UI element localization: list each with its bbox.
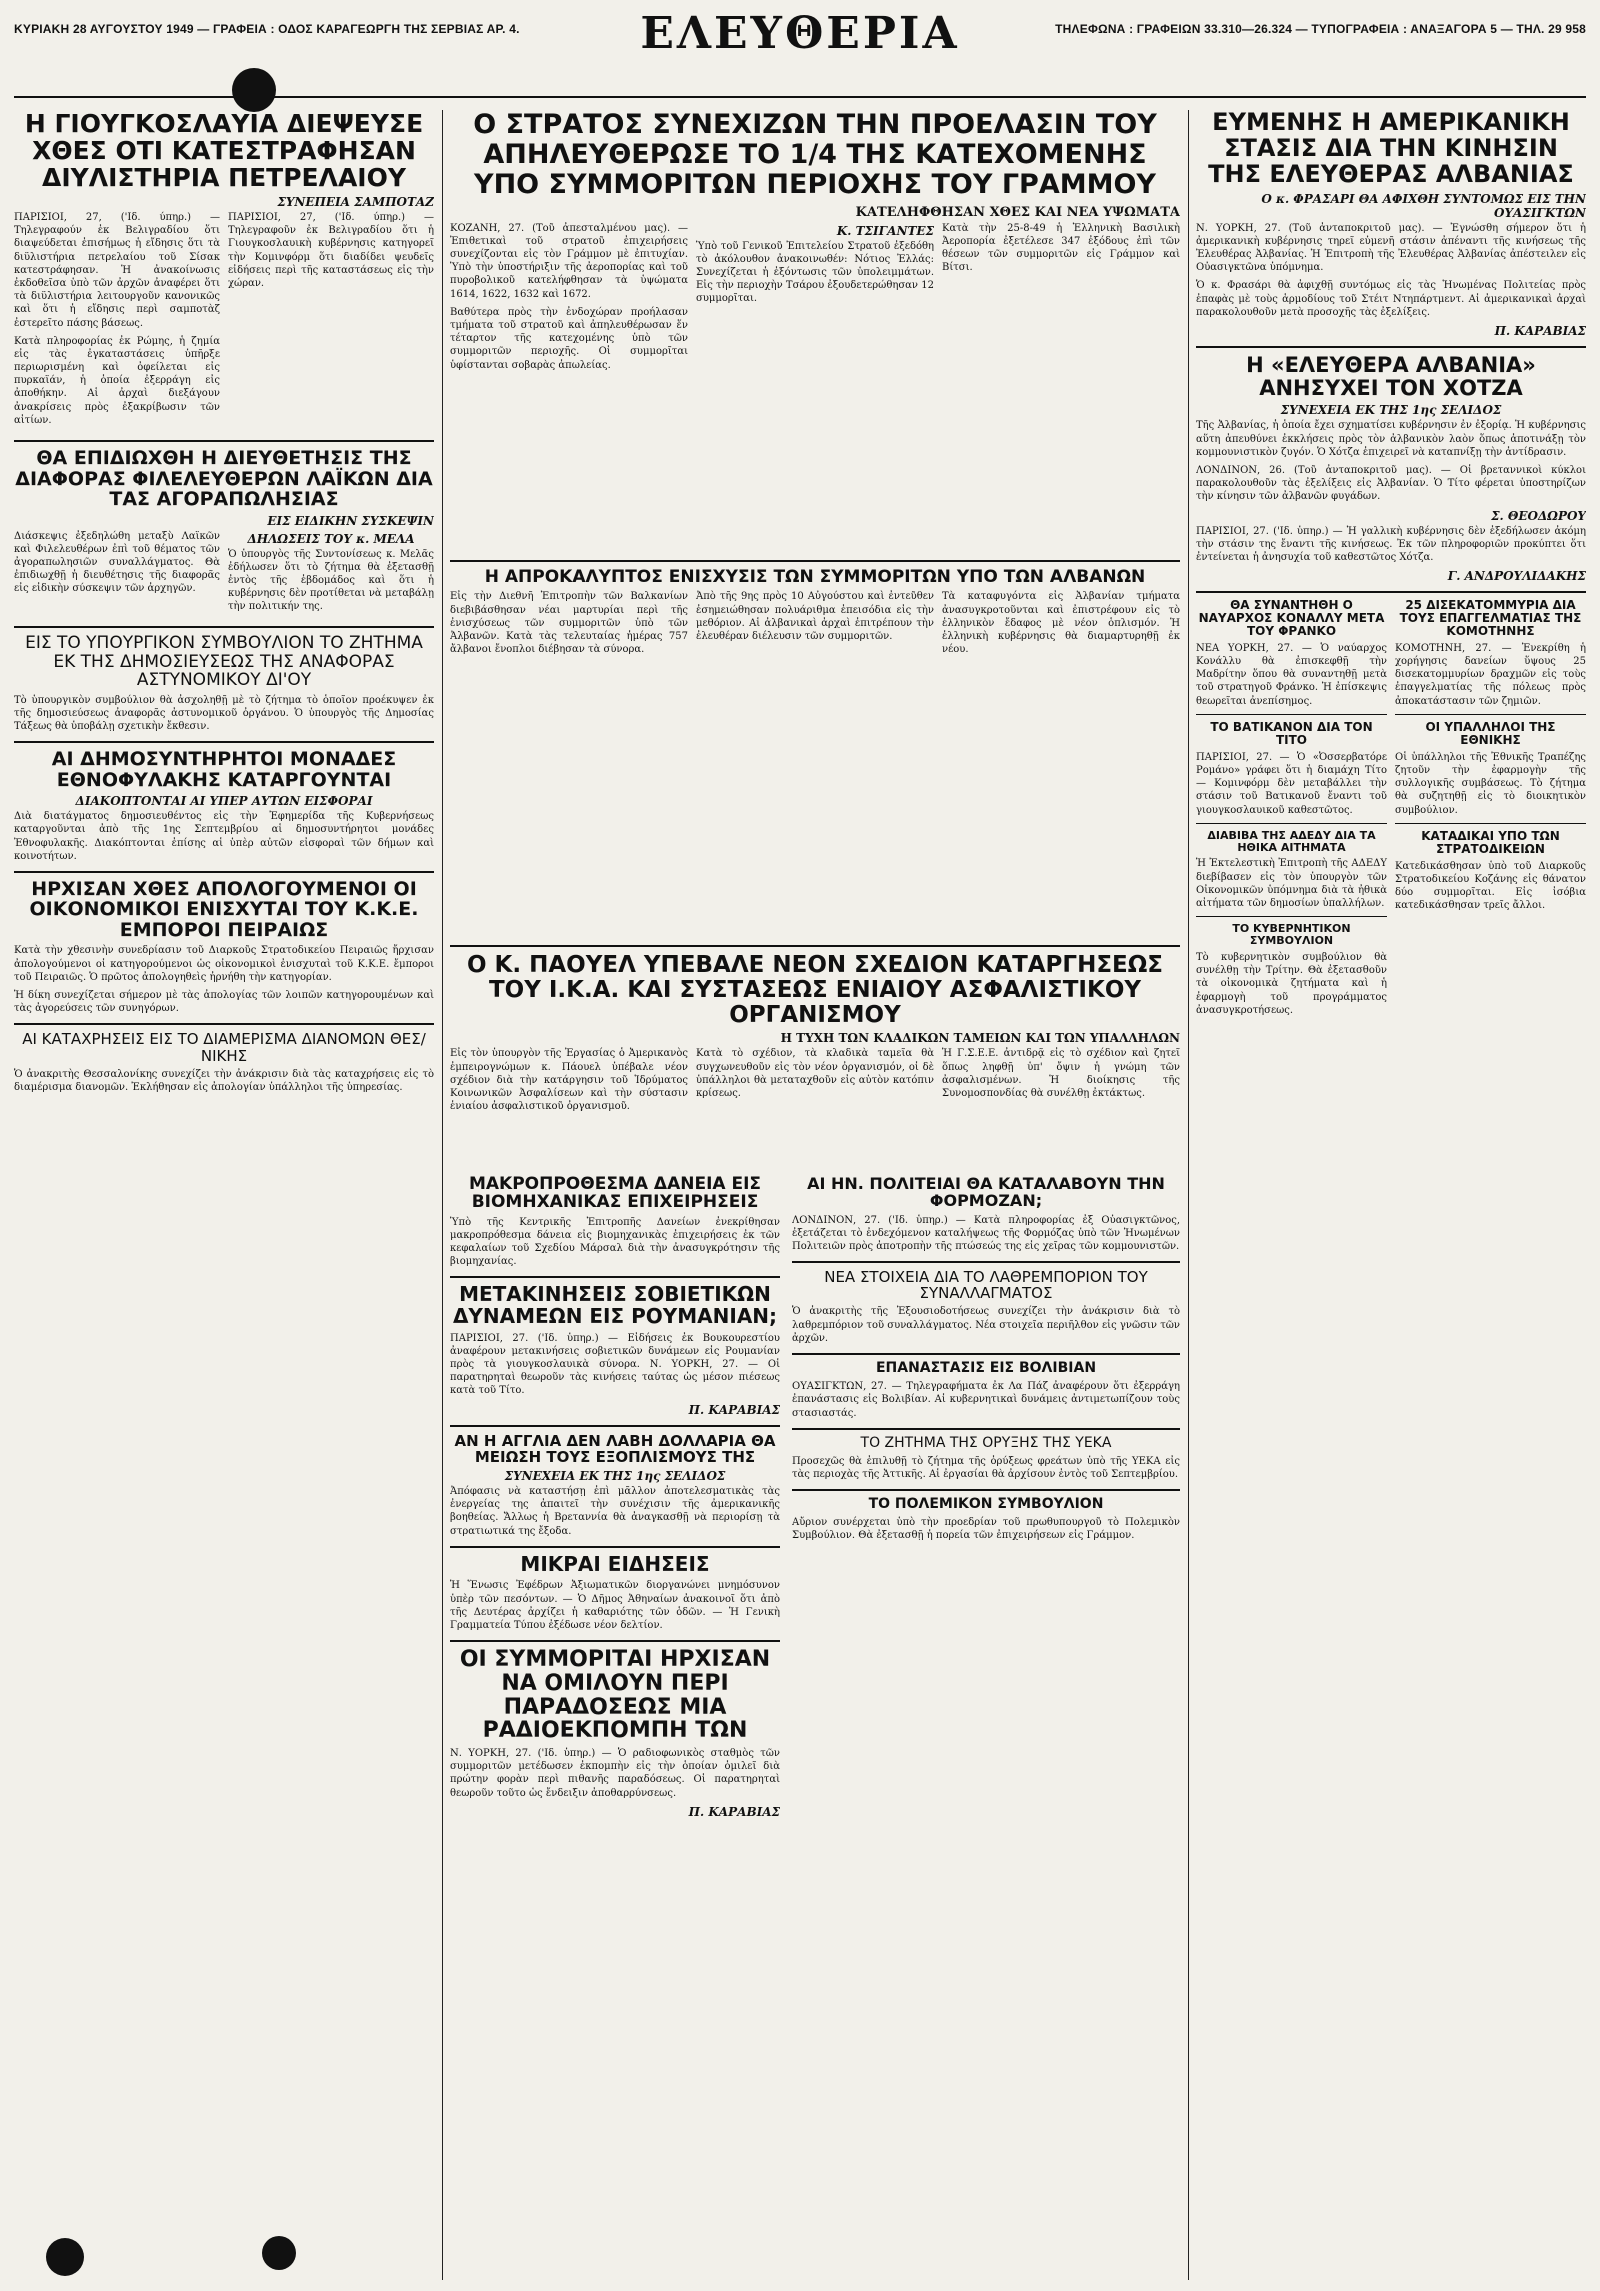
byline: Π. ΚΑΡΑΒΙΑΣ xyxy=(688,1402,780,1417)
byline: Π. ΚΑΡΑΒΙΑΣ xyxy=(1494,324,1586,339)
subheadline: ΔΗΛΩΣΕΙΣ ΤΟΥ κ. ΜΕΛΑ xyxy=(247,531,415,546)
article-yugoslavia-refinery xyxy=(14,110,434,432)
paragraph: Ὁ ἀνακριτὴς Θεσσαλονίκης συνεχίζει τὴν ἀνάκρισιν διὰ τὰς καταχρήσεις εἰς τὸ διαμέρισμα διανομῶν. Ἐκλήθησαν εἰς ἀπολογίαν ὑπάλληλοι τῆς ὑπηρεσίας. xyxy=(14,1068,434,1093)
paragraph: ΚΟΖΑΝΗ, 27. (Τοῦ ἀπεσταλμένου μας). — Ἐπιθετικαὶ τοῦ στρατοῦ ἐπιχειρήσεις συνεχίζονται εἰς τὸν Γράμμον μὲ ἐπιτυχίαν. Ὑπὸ τὴν ὑποστήριξιν τῆς ἀεροπορίας καὶ τοῦ πυροβολικοῦ κατελήφθησαν τὰ ὑψώματα 1614, 1622, 1632 καὶ 1672. xyxy=(450,222,688,300)
right-lower-split xyxy=(1196,591,1586,1022)
paragraph: Τὸ ὑπουργικὸν συμβούλιον θὰ ἀσχοληθῇ μὲ τὸ ζήτημα τὸ ὁποῖον προέκυψεν ἐκ τῆς δημοσιεύσεως ἀναφορᾶς ἀστυνομικοῦ ὀργάνου. Ὁ ὑπουργὸς τῆς Δημοσίας Τάξεως θὰ ὑποβάλῃ σχετικὴν ἔκθεσιν. xyxy=(14,694,434,732)
article-bolivia-revolution xyxy=(792,1353,1180,1420)
newspaper-title: ΕΛΕΥΘΕΡΙΑ xyxy=(640,8,960,59)
paragraph: Τὰ καταφυγόντα εἰς Ἀλβανίαν τμήματα ἀνασυγκροτοῦνται καὶ ἐπιστρέφουν εἰς τὸ ἑλληνικὸν ἔδαφος μὲ νέον ὁπλισμόν. Ἡ ἑλληνικὴ κυβέρνησις θὰ διαμαρτυρηθῇ ἐκ νέου. xyxy=(942,591,1180,656)
subheadline: ΣΥΝΕΠΕΙΑ ΣΑΜΠΟΤΑΖ xyxy=(277,195,434,209)
column-rule xyxy=(1188,110,1189,2280)
headline: ΤΟ ΒΑΤΙΚΑΝΟΝ ΔΙΑ ΤΟΝ ΤΙΤΟ xyxy=(1210,719,1373,747)
article-vatican-tito xyxy=(1196,721,1387,817)
paragraph: Ἀπὸ τῆς 9ης πρὸς 10 Αὐγούστου καὶ ἐντεῦθεν ἐσημειώθησαν πολυάριθμα ἐπεισόδια εἰς τὴν μεθόριον. Αἱ ἀλβανικαὶ ἀρχαὶ ἐπιτρέπουν τὴν ἐλευθέραν διέλευσιν τῶν συμμοριτῶν. xyxy=(696,591,934,642)
article-britain-dollars xyxy=(450,1425,780,1538)
subheadline: Η ΤΥΧΗ ΤΩΝ ΚΛΑΔΙΚΩΝ ΤΑΜΕΙΩΝ ΚΑΙ ΤΩΝ ΥΠΑΛΛΗΛΩΝ xyxy=(780,1031,1180,1046)
right-column xyxy=(1196,110,1586,2280)
headline: ΑΙ ΚΑΤΑΧΡΗΣΕΙΣ ΕΙΣ ΤΟ ΔΙΑΜΕΡΙΣΜΑ ΔΙΑΝΟΜΩΝ ΘΕΣ/ΝΙΚΗΣ xyxy=(22,1030,426,1065)
headline: ΤΟ ΠΟΛΕΜΙΚΟΝ ΣΥΜΒΟΥΛΙΟΝ xyxy=(868,1496,1104,1513)
paragraph: ΛΟΝΔΙΝΟΝ, 27. ('Ιδ. ὑπηρ.) — Κατὰ πληροφορίας ἐξ Οὐασιγκτῶνος, ἐξετάζεται τὸ ἐνδεχόμενον καταλήψεως τῆς Φορμόζας ὑπὸ τῶν Ἡνωμένων Πολιτειῶν πρὸς ἀποτροπὴν τῆς πτώσεώς της εἰς χεῖρας τῶν κομμουνιστῶν. xyxy=(792,1214,1180,1252)
paragraph: Προσεχῶς θὰ ἐπιλυθῇ τὸ ζήτημα τῆς ὀρύξεως φρεάτων ὑπὸ τῆς ΥΕΚΑ εἰς τὰς περιοχὰς τῆς Ἀττικῆς. Αἱ ἐργασίαι θὰ ἀρχίσουν ἐντὸς τοῦ Σεπτεμβρίου. xyxy=(792,1455,1180,1480)
paragraph: Ὁ ἀνακριτὴς τῆς Ἐξουσιοδοτήσεως συνεχίζει τὴν ἀνάκρισιν διὰ τὸ λαθρεμπόριον τοῦ συναλλάγματος. Νέα στοιχεῖα περιῆλθον εἰς γνῶσιν τῶν ἀρχῶν. xyxy=(792,1306,1180,1344)
center-lead-story xyxy=(450,110,1180,555)
paragraph: Ν. ΥΟΡΚΗ, 27. (Τοῦ ἀνταποκριτοῦ μας). — Ἐγνώσθη σήμερον ὅτι ἡ ἀμερικανικὴ κυβέρνησις τηρεῖ εὐμενῆ στάσιν ἀπέναντι τῆς κινήσεως τῆς Ἐλευθέρας Ἀλβανίας. Ἡ Ἐπιτροπὴ τῆς Ἐλευθέρας Ἀλβανίας ἀπέστειλεν εἰς Οὐασιγκτῶνα ὑπόμνημα. xyxy=(1196,222,1586,274)
paragraph: Κατὰ τὴν χθεσινὴν συνεδρίασιν τοῦ Διαρκοῦς Στρατοδικείου Πειραιῶς ἤρχισαν ἀπολογούμενοι οἱ κατηγορούμενοι ὡς οἰκονομικοὶ ἐνισχυταὶ τοῦ Κ.Κ.Ε. ἔμποροι τοῦ Πειραιῶς. Ὁ πρῶτος ἀπολογηθεὶς ἠρνήθη τὴν κατηγορίαν. xyxy=(14,945,434,983)
masthead-date-address: ΚΥΡΙΑΚΗ 28 ΑΥΓΟΥΣΤΟΥ 1949 — ΓΡΑΦΕΙΑ : ΟΔΟΣ ΚΑΡΑΓΕΩΡΓΗ ΤΗΣ ΣΕΡΒΙΑΣ ΑΡ. 4. xyxy=(14,22,520,36)
byline: Σ. ΘΕΟΔΩΡΟΥ xyxy=(1491,508,1586,523)
headline: ΟΙ ΣΥΜΜΟΡΙΤΑΙ ΗΡΧΙΣΑΝ ΝΑ ΟΜΙΛΟΥΝ ΠΕΡΙ ΠΑΡΑΔΟΣΕΩΣ ΜΙΑ ΡΑΔΙΟΕΚΠΟΜΠΗ ΤΩΝ xyxy=(459,1647,771,1744)
article-government-council xyxy=(1196,923,1387,1017)
paragraph: Κατὰ πληροφορίας ἐκ Ρώμης, ἡ ζημία εἰς τὰς ἐγκαταστάσεις ὑπῆρξε περιωρισμένη καὶ ὀφείλεται εἰς πυρκαϊάν, ἡ ὁποία ἐξερράγη εἰς ἀποθήκην. Αἱ ἀρχαὶ διεξάγουν ἀνακρίσεις πρὸς ἐξακρίβωσιν τῶν αἰτίων. xyxy=(14,335,220,426)
column-rule xyxy=(442,110,443,2280)
subheadline: Ο κ. ΦΡΑΣΑΡΙ ΘΑ ΑΦΙΧΘΗ ΣΥΝΤΟΜΩΣ ΕΙΣ ΤΗΝ ΟΥΑΣΙΓΚΤΩΝ xyxy=(1261,191,1586,220)
subheadline: ΣΥΝΕΧΕΙΑ ΕΚ ΤΗΣ 1ης ΣΕΛΙΔΟΣ xyxy=(1280,403,1502,418)
headline: ΔΙΑΒΙΒΑ ΤΗΣ ΑΔΕΔΥ ΔΙΑ ΤΑ ΗΘΙΚΑ ΑΙΤΗΜΑΤΑ xyxy=(1207,828,1376,854)
paragraph: Ἡ Γ.Σ.Ε.Ε. ἀντιδρᾷ εἰς τὸ σχέδιον καὶ ζητεῖ ὅπως ληφθῇ ὑπ' ὄψιν ἡ γνώμη τῶν ἀσφαλισμένων. Ἡ διοίκησις τῆς Συνομοσπονδίας θὰ συνέλθῃ ἐκτάκτως. xyxy=(942,1048,1180,1100)
masthead-phones: ΤΗΛΕΦΩΝΑ : ΓΡΑΦΕΙΩΝ 33.310—26.324 — ΤΥΠΟΓΡΑΦΕΙΑ : ΑΝΑΞΑΓΟΡΑ 5 — ΤΗΛ. 29 958 xyxy=(1055,22,1586,36)
paragraph: ΠΑΡΙΣΙΟΙ, 27. ('Ιδ. ὑπηρ.) — Ἡ γαλλικὴ κυβέρνησις δὲν ἐξεδήλωσεν ἀκόμη τὴν στάσιν της ἔναντι τῆς κινήσεως. Ἐκ τῶν πληροφοριῶν προκύπτει ὅτι ἐντείνεται ἡ ἀνησυχία τοῦ καθεστῶτος Χότζα. xyxy=(1196,525,1586,563)
paragraph: Αὔριον συνέρχεται ὑπὸ τὴν προεδρίαν τοῦ πρωθυπουργοῦ τὸ Πολεμικὸν Συμβούλιον. Θὰ ἐξετασθῇ ἡ πορεία τῶν ἐπιχειρήσεων εἰς Γράμμον. xyxy=(792,1517,1180,1542)
article-currency-smuggling xyxy=(792,1261,1180,1345)
article-war-council xyxy=(792,1489,1180,1542)
paragraph: Διὰ διατάγματος δημοσιευθέντος εἰς τὴν Ἐφημερίδα τῆς Κυβερνήσεως καταργοῦνται ἀπὸ τῆς 1ης Σεπτεμβρίου αἱ δημοσυντήρητοι μονάδες Ἐθνοφυλακῆς. Διακόπτονται ἐπίσης αἱ ὑπὲρ αὐτῶν εἰσφοραὶ τῶν δήμων καὶ κοινοτήτων. xyxy=(14,811,434,862)
paragraph: Ἡ Ἕνωσις Ἐφέδρων Ἀξιωματικῶν διοργανώνει μνημόσυνον ὑπὲρ τῶν πεσόντων. — Ὁ Δῆμος Ἀθηναίων ἀνακοινοῖ ὅτι ἀπὸ τῆς Δευτέρας ἀρχίζει ἡ καθαριότης τῶν ὁδῶν. — Ἡ Γενικὴ Γραμματεία Τύπου ἐξέδωσε νέον δελτίον. xyxy=(450,1580,780,1631)
headline: ΜΕΤΑΚΙΝΗΣΕΙΣ ΣΟΒΙΕΤΙΚΩΝ ΔΥΝΑΜΕΩΝ ΕΙΣ ΡΟΥΜΑΝΙΑΝ; xyxy=(452,1282,778,1329)
headline: ΤΟ ΖΗΤΗΜΑ ΤΗΣ ΟΡΥΞΗΣ ΤΗΣ ΥΕΚΑ xyxy=(860,1434,1112,1451)
headline: ΜΑΚΡΟΠΡΟΘΕΣΜΑ ΔΑΝΕΙΑ ΕΙΣ ΒΙΟΜΗΧΑΝΙΚΑΣ ΕΠΙΧΕΙΡΗΣΕΙΣ xyxy=(468,1175,762,1213)
paragraph: ΠΑΡΙΣΙΟΙ, 27. ('Ιδ. ὑπηρ.) — Εἰδήσεις ἐκ Βουκουρεστίου ἀναφέρουν μετακινήσεις σοβιετικῶν δυνάμεων εἰς Ρουμανίαν πρὸς τὰ γιουγκοσλαυικὰ σύνορα. Ν. ΥΟΡΚΗ, 27. — Οἱ παρατηρηταὶ θεωροῦν τὰς κινήσεις ταύτας ὡς μέσον πιέσεως κατὰ τοῦ Τίτο. xyxy=(450,1332,780,1397)
paragraph: Εἰς τὸν ὑπουργὸν τῆς Ἐργασίας ὁ Ἀμερικανὸς ἐμπειρογνώμων κ. Πάουελ ὑπέβαλε νέον σχέδιον διὰ τὴν κατάργησιν τοῦ Ἱδρύματος Κοινωνικῶν Ἀσφαλίσεων καὶ τὴν σύστασιν ἑνιαίου ἀσφαλιστικοῦ ὀργανισμοῦ. xyxy=(450,1048,688,1113)
paragraph: Κατεδικάσθησαν ὑπὸ τοῦ Διαρκοῦς Στρατοδικείου Κοζάνης εἰς θάνατον δύο συμμορῖται. Εἰς ἰσόβια κατεδικάσθησαν τρεῖς ἄλλοι. xyxy=(1395,860,1586,912)
byline: Π. ΚΑΡΑΒΙΑΣ xyxy=(688,1804,780,1819)
paragraph: Κατὰ τὸ σχέδιον, τὰ κλαδικὰ ταμεῖα θὰ συγχωνευθοῦν εἰς τὸν νέον ὀργανισμόν, οἱ δὲ ὑπάλληλοι θὰ μεταταχθοῦν εἰς αὐτὸν κατόπιν κρίσεως. xyxy=(696,1048,934,1100)
article-cabinet-police-report xyxy=(14,626,434,733)
article-soviet-movements xyxy=(450,1276,780,1416)
center-lower-right xyxy=(792,1175,1180,2280)
article-komotini-loans xyxy=(1395,599,1586,708)
article-admiral-franco xyxy=(1196,599,1387,708)
headline: Η «ΕΛΕΥΘΕΡΑ ΑΛΒΑΝΙΑ» ΑΝΗΣΥΧΕΙ ΤΟΝ ΧΟΤΖΑ xyxy=(1246,353,1536,400)
paragraph: Ν. ΥΟΡΚΗ, 27. ('Ιδ. ὑπηρ.) — Ὁ ραδιοφωνικὸς σταθμὸς τῶν συμμοριτῶν μετέδωσεν ἐκπομπὴν εἰς τὴν ὁποίαν ὁμιλεῖ διὰ πρώτην φορὰν περὶ πιθανῆς παραδόσεως. Οἱ παρατηρηταὶ θεωροῦν τοῦτο ὡς ἔνδειξιν ἀποθαρρύνσεως. xyxy=(450,1748,780,1799)
paragraph: Εἰς τὴν Διεθνῆ Ἐπιτροπὴν τῶν Βαλκανίων διεβιβάσθησαν νέαι μαρτυρίαι περὶ τῆς ἐνισχύσεως τῶν συμμοριτῶν ὑπὸ τῶν Ἀλβανῶν. Κατὰ τὰς τελευταίας ἡμέρας 757 ἄλβανοι ἔνοπλοι διέβησαν τὰ σύνορα. xyxy=(450,591,688,656)
paragraph: Ἡ Ἐκτελεστικὴ Ἐπιτροπὴ τῆς ΑΔΕΔΥ διεβίβασεν εἰς τὸν ὑπουργὸν τῶν Οἰκονομικῶν ὑπόμνημα διὰ τὰ ἠθικὰ αἰτήματα τῶν δημοσίων ὑπαλλήλων. xyxy=(1196,858,1387,910)
headline: Η ΓΙΟΥΓΚΟΣΛΑΥΙΑ ΔΙΕΨΕΥΣΕ ΧΘΕΣ ΟΤΙ ΚΑΤΕΣΤΡΑΦΗΣΑΝ ΔΙΥΛΙΣΤΗΡΙΑ ΠΕΤΡΕΛΑΙΟΥ xyxy=(24,110,424,192)
article-loans xyxy=(450,1175,780,1268)
article-formosa xyxy=(792,1175,1180,1253)
headline: ΤΟ ΚΥΒΕΡΝΗΤΙΚΟΝ ΣΥΜΒΟΥΛΙΟΝ xyxy=(1232,922,1351,948)
paragraph: Ὁ ὑπουργὸς τῆς Συντονίσεως κ. Μελᾶς ἐδήλωσεν ὅτι τὸ ζήτημα θὰ ἐξετασθῇ ἐντὸς τῆς ἑβδομάδος καὶ ὅτι ἡ κυβέρνησις δὲν προτίθεται νὰ μεταβάλῃ τὴν πολιτικήν της. xyxy=(228,548,434,613)
article-ika-reform xyxy=(450,945,1180,1173)
lead-subheadline: ΚΑΤΕΛΗΦΘΗΣΑΝ ΧΘΕΣ ΚΑΙ ΝΕΑ ΥΨΩΜΑΤΑ xyxy=(855,204,1180,220)
article-albanian-support xyxy=(450,560,1180,948)
article-national-guard-units xyxy=(14,741,434,863)
paragraph: Ὑπὸ τῆς Κεντρικῆς Ἐπιτροπῆς Δανείων ἐνεκρίθησαν μακροπρόθεσμα δάνεια εἰς βιομηχανικὰς ἐπιχειρήσεις ἐκ τῶν κεφαλαίων τοῦ Σχεδίου Μάρσαλ διὰ τὴν ἀνασυγκρότησιν τῆς βιομηχανίας. xyxy=(450,1216,780,1268)
paragraph: Οἱ ὑπάλληλοι τῆς Ἐθνικῆς Τραπέζης ζητοῦν τὴν ἐφαρμογὴν τῆς συλλογικῆς συμβάσεως. Τὸ ζήτημα θὰ συζητηθῇ εἰς τὸ διοικητικὸν συμβούλιον. xyxy=(1395,751,1586,816)
byline: Γ. ΑΝΔΡΟΥΛΙΔΑΚΗΣ xyxy=(1447,569,1586,584)
article-surrender-broadcast xyxy=(450,1640,780,1819)
paragraph: Τὸ κυβερνητικὸν συμβούλιον θὰ συνέλθῃ τὴν Τρίτην. Θὰ ἐξετασθοῦν τὰ οἰκονομικὰ ζητήματα καὶ ἡ ἐφαρμογὴ τοῦ προγράμματος ἀνασυγκροτήσεως. xyxy=(1196,951,1387,1016)
article-yeka-drilling xyxy=(792,1428,1180,1481)
headline: ΑΝ Η ΑΓΓΛΙΑ ΔΕΝ ΛΑΒΗ ΔΟΛΛΑΡΙΑ ΘΑ ΜΕΙΩΣΗ ΤΟΥΣ ΕΞΟΠΛΙΣΜΟΥΣ ΤΗΣ xyxy=(454,1431,776,1466)
paragraph: Ἡ δίκη συνεχίζεται σήμερον μὲ τὰς ἀπολογίας τῶν λοιπῶν κατηγορουμένων καὶ τὰς ἀγορεύσεις τῶν συνηγόρων. xyxy=(14,990,434,1015)
paragraph: Τῆς Ἀλβανίας, ἡ ὁποία ἔχει σχηματίσει κυβέρνησιν ἐν ἐξορίᾳ. Ἡ κυβέρνησις αὕτη ἀπευθύνει ἐκκλήσεις πρὸς τὸν ἀλβανικὸν λαὸν ὅπως ἀποτινάξῃ τὸν κομμουνιστικὸν ζυγόν. Ὁ Χότζα ἐπιχειρεῖ νὰ καταπνίξῃ τὴν ἀντίδρασιν. xyxy=(1196,420,1586,458)
article-brief-news xyxy=(450,1546,780,1632)
paragraph: Κατὰ τὴν 25-8-49 ἡ Ἑλληνικὴ Βασιλικὴ Ἀεροπορία ἐξετέλεσε 347 ἐξόδους ἐπὶ τῶν θέσεων τῶν συμμοριτῶν εἰς Γράμμον καὶ Βίτσι. xyxy=(942,222,1180,274)
paragraph: Ὑπὸ τοῦ Γενικοῦ Ἐπιτελείου Στρατοῦ ἐξεδόθη τὸ ἀκόλουθον ἀνακοινωθέν: Νότιος Ἐλλάς: Συνεχίζεται ἡ ἐξόντωσις τῶν ὑπολειμμάτων. Εἰς τὴν περιοχὴν Τσάρου ἐξουδετερώθησαν 12 συμμορῖται. xyxy=(696,240,934,305)
article-liberal-populist-dispute xyxy=(14,440,434,618)
headline: ΘΑ ΕΠΙΔΙΩΧΘΗ Η ΔΙΕΥΘΕΤΗΣΙΣ ΤΗΣ ΔΙΑΦΟΡΑΣ ΦΙΛΕΛΕΥΘΕΡΩΝ ΛΑΪΚΩΝ ΔΙΑ ΤΑΣ ΑΓΟΡΑΠΩΛΗΣΙΑΣ xyxy=(15,447,433,511)
article-national-bank-employees xyxy=(1395,721,1586,817)
headline: ΚΑΤΑΔΙΚΑΙ ΥΠΟ ΤΩΝ ΣΤΡΑΤΟΔΙΚΕΙΩΝ xyxy=(1421,828,1560,856)
ink-blot xyxy=(232,68,276,112)
article-free-albania-hoxha xyxy=(1196,346,1586,583)
paragraph: ΠΑΡΙΣΙΟΙ, 27, ('Ιδ. ύπηρ.) — Τηλεγραφούν ἐκ Βελιγραδίου ὅτι διαψεύδεται ἐπισήμως ἡ εἴδησις ὅτι τὰ διϋλιστήρια πετρελαίου τοῦ Σίσακ κατεστράφησαν. Ἡ ἀνακοίνωσις ἐκδοθεῖσα ὑπὸ τῶν ἀρχῶν ἀναφέρει ὅτι τὰ διϋλιστήρια λειτουργοῦν κανονικῶς καὶ ὅτι ἡ εἴδησις περὶ σαμποτὰζ ἐστερεῖτο πάσης βάσεως. xyxy=(14,212,220,329)
headline: ΕΙΣ ΤΟ ΥΠΟΥΡΓΙΚΟΝ ΣΥΜΒΟΥΛΙΟΝ ΤΟ ΖΗΤΗΜΑ ΕΚ ΤΗΣ ΔΗΜΟΣΙΕΥΣΕΩΣ ΤΗΣ ΑΝΑΦΟΡΑΣ ΑΣΤΥΝΟΜΙΚΟΥ ΔΙ'ΟΥ xyxy=(25,633,423,691)
center-lower-left xyxy=(450,1175,780,2280)
headline: Ο Κ. ΠΑΟΥΕΛ ΥΠΕΒΑΛΕ ΝΕΟΝ ΣΧΕΔΙΟΝ ΚΑΤΑΡΓΗΣΕΩΣ ΤΟΥ Ι.Κ.Α. ΚΑΙ ΣΥΣΤΑΣΕΩΣ ΕΝΙΑΙΟΥ ΑΣΦΑΛΙΣΤΙΚΟΥ ΟΡΓΑΝΙΣΜΟΥ xyxy=(466,952,1164,1028)
subheadline: ΔΙΑΚΟΠΤΟΝΤΑΙ ΑΙ ΥΠΕΡ ΑΥΤΩΝ ΕΙΣΦΟΡΑΙ xyxy=(75,794,373,809)
headline: 25 ΔΙΣΕΚΑΤΟΜΜΥΡΙΑ ΔΙΑ ΤΟΥΣ ΕΠΑΓΓΕΛΜΑΤΙΑΣ ΤΗΣ ΚΟΜΟΤΗΝΗΣ xyxy=(1399,598,1582,638)
article-piraeus-merchants-trial xyxy=(14,871,434,1015)
headline: ΜΙΚΡΑΙ ΕΙΔΗΣΕΙΣ xyxy=(520,1551,710,1576)
headline: ΑΙ ΗΝ. ΠΟΛΙΤΕΙΑΙ ΘΑ ΚΑΤΑΛΑΒΟΥΝ ΤΗΝ ΦΟΡΜΟΖΑΝ; xyxy=(807,1175,1165,1211)
left-column xyxy=(14,110,434,2280)
headline: Η ΑΠΡΟΚΑΛΥΠΤΟΣ ΕΝΙΣΧΥΣΙΣ ΤΩΝ ΣΥΜΜΟΡΙΤΩΝ ΥΠΟ ΤΩΝ ΑΛΒΑΝΩΝ xyxy=(484,567,1146,587)
paragraph: ΛΟΝΔΙΝΟΝ, 26. (Τοῦ ἀνταποκριτοῦ μας). — Οἱ βρεταννικοὶ κύκλοι παρακολουθοῦν τὰς ἐξελίξεις εἰς Ἀλβανίαν. Ὁ Τίτο φέρεται ὑποστηρίζων τὴν κίνησιν τῶν ἀλβανῶν φυγάδων. xyxy=(1196,464,1586,503)
byline: Κ. ΤΣΙΓΑΝΤΕΣ xyxy=(836,223,934,238)
lead-headline: Ο ΣΤΡΑΤΟΣ ΣΥΝΕΧΙΖΩΝ ΤΗΝ ΠΡΟΕΛΑΣΙΝ ΤΟΥ ΑΠΗΛΕΥΘΕΡΩΣΕ ΤΟ 1/4 ΤΗΣ ΚΑΤΕΧΟΜΕΝΗΣ ΥΠΟ ΣΥΜΜΟΡΙΤΩΝ ΠΕΡΙΟΧΗΣ ΤΟΥ ΓΡΑΜΜΟΥ xyxy=(473,110,1157,201)
article-court-martial xyxy=(1395,830,1586,913)
subheadline: ΕΙΣ ΕΙΔΙΚΗΝ ΣΥΣΚΕΨΙΝ xyxy=(267,513,434,528)
headline: ΗΡΧΙΣΑΝ ΧΘΕΣ ΑΠΟΛΟΓΟΥΜΕΝΟΙ ΟΙ ΟΙΚΟΝΟΜΙΚΟΙ ΕΝΙΣΧΥΤΑΙ ΤΟΥ Κ.Κ.Ε. ΕΜΠΟΡΟΙ ΠΕΙΡΑΙΩΣ xyxy=(29,877,419,941)
paragraph: Ὁ κ. Φρασάρι θὰ ἀφιχθῇ συντόμως εἰς τὰς Ἡνωμένας Πολιτείας πρὸς ἐπαφὰς μὲ τοὺς ἁρμοδίους τοῦ Στέιτ Ντηπάρτμεντ. Αἱ ἀμερικανικαὶ ἀρχαὶ παρακολουθοῦν μετὰ προσοχῆς τὰς ἐξελίξεις. xyxy=(1196,280,1586,318)
paragraph: ΠΑΡΙΣΙΟΙ, 27. — Ὁ «Ὀσσερβατόρε Ρομάνο» γράφει ὅτι ἡ διαμάχη Τίτο — Κομινφόρμ δὲν μεταβάλλει τὴν στάσιν τοῦ Βατικανοῦ ἔναντι τοῦ γιουγκοσλαυικοῦ καθεστῶτος. xyxy=(1196,751,1387,816)
paragraph: ΠΑΡΙΣΙΟΙ, 27, ('Ιδ. ύπηρ.) — Τηλεγραφοῦν ἐκ Βελιγραδίου ὅτι ἡ Γιουγκοσλαυικὴ κυβέρνησις κατηγορεῖ τὴν Κομινφόρμ ὅτι διαδίδει ψευδεῖς εἰδήσεις περὶ τῆς καταστάσεως εἰς τὴν χώραν. xyxy=(228,212,434,289)
paragraph: Βαθύτερα πρὸς τὴν ἐνδοχώραν προήλασαν τμήματα τοῦ στρατοῦ καὶ ἀπηλευθέρωσαν ἕν τέταρτον τῆς κατεχομένης ὑπὸ τῶν συμμοριτῶν περιοχῆς. Οἱ συμμορῖται ὑφίστανται σοβαρὰς ἀπωλείας. xyxy=(450,306,688,371)
headline: ΟΙ ΥΠΑΛΛΗΛΟΙ ΤΗΣ ΕΘΝΙΚΗΣ xyxy=(1425,719,1556,747)
paragraph: ΟΥΑΣΙΓΚΤΩΝ, 27. — Τηλεγραφήματα ἐκ Λα Πάζ ἀναφέρουν ὅτι ἐξερράγη ἐπανάστασις εἰς Βολιβίαν. Αἱ κυβερνητικαὶ δυνάμεις ἀντιμετωπίζουν τοὺς στασιαστάς. xyxy=(792,1381,1180,1419)
headline: ΕΥΜΕΝΗΣ Η ΑΜΕΡΙΚΑΝΙΚΗ ΣΤΑΣΙΣ ΔΙΑ ΤΗΝ ΚΙΝΗΣΙΝ ΤΗΣ ΕΛΕΥΘΕΡΑΣ ΑΛΒΑΝΙΑΣ xyxy=(1208,110,1574,188)
paragraph: ΝΕΑ ΥΟΡΚΗ, 27. — Ὁ ναύαρχος Κονάλλυ θὰ ἐπισκεφθῇ τὴν Μαδρίτην ὅπου θὰ συναντηθῇ μετὰ τοῦ στρατηγοῦ Φράνκο. Ἡ ἐπίσκεψις θεωρεῖται ἀνεπίσημος. xyxy=(1196,642,1387,707)
paragraph: Διάσκεψις ἐξεδηλώθη μεταξὺ Λαϊκῶν καὶ Φιλελευθέρων ἐπὶ τοῦ θέματος τῶν ἀγοραπωλησιῶν συναλλάγματος. Θὰ ἐπιδιωχθῇ ἡ διευθέτησις τῆς διαφορᾶς εἰς εἰδικὴν σύσκεψιν τῶν ἀρχηγῶν. xyxy=(14,530,220,595)
subheadline: ΣΥΝΕΧΕΙΑ ΕΚ ΤΗΣ 1ης ΣΕΛΙΔΟΣ xyxy=(504,1468,726,1483)
headline: ΑΙ ΔΗΜΟΣΥΝΤΗΡΗΤΟΙ ΜΟΝΑΔΕΣ ΕΘΝΟΦΥΛΑΚΗΣ ΚΑΤΑΡΓΟΥΝΤΑΙ xyxy=(51,748,397,791)
headline: ΕΠΑΝΑΣΤΑΣΙΣ ΕΙΣ ΒΟΛΙΒΙΑΝ xyxy=(875,1360,1097,1377)
paragraph: ΚΟΜΟΤΗΝΗ, 27. — Ἐνεκρίθη ἡ χορήγησις δανείων ὕψους 25 δισεκατομμυρίων δραχμῶν εἰς τοὺς ἐπαγγελματίας τῆς πόλεως πρὸς ἀποκατάστασιν τῶν ζημιῶν. xyxy=(1395,642,1586,707)
article-adedy-demands xyxy=(1196,830,1387,911)
article-free-albania-us xyxy=(1196,110,1586,338)
headline: ΘΑ ΣΥΝΑΝΤΗΘΗ Ο ΝΑΥΑΡΧΟΣ ΚΟΝΑΛΛΥ ΜΕΤΑ ΤΟΥ ΦΡΑΝΚΟ xyxy=(1198,598,1385,638)
headline: ΝΕΑ ΣΤΟΙΧΕΙΑ ΔΙΑ ΤΟ ΛΑΘΡΕΜΠΟΡΙΟΝ ΤΟΥ ΣΥΝΑΛΛΑΓΜΑΤΟΣ xyxy=(824,1268,1148,1303)
paragraph: Ἀπόφασις νὰ καταστήσῃ ἐπὶ μᾶλλον ἀποτελεσματικὰς τὰς ἐνεργείας της ἀπαιτεῖ τὴν συνέχισιν τῆς ἀμερικανικῆς βοηθείας. Ἄλλως ἡ Βρεταννία θὰ ἀναγκασθῇ νὰ περιορίσῃ τὰ στρατιωτικά της ἔξοδα. xyxy=(450,1485,780,1537)
article-thessaloniki-embezzlement xyxy=(14,1023,434,1094)
